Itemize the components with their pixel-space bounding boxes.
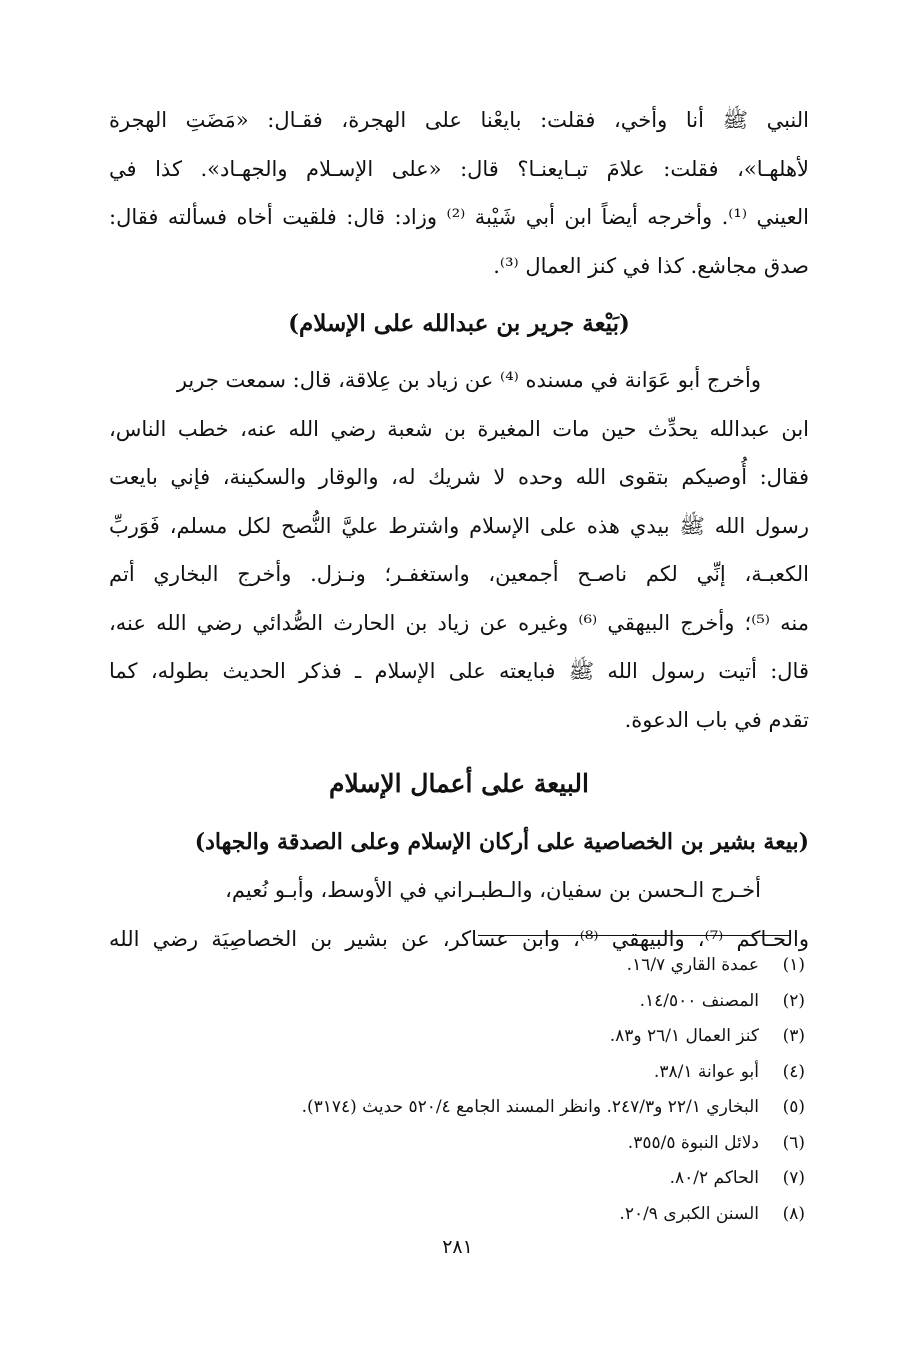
footnote-divider [478, 935, 790, 936]
footnote-number: (٤) [782, 1061, 805, 1082]
paragraph-2-line-4: رسول الله ﷺ بيدي هذه على الإسلام واشترط عليَّ النُّصح لكل مسلم، فَوَربِّ [109, 513, 809, 538]
chapter-heading: البيعة على أعمال الإسلام [329, 769, 589, 798]
footnote-text: السنن الكبرى ٢٠/٩. [619, 1203, 759, 1224]
footnote-number: (٥) [782, 1097, 805, 1117]
footnote-3 [105, 1019, 805, 1055]
footnote-8 [105, 1197, 805, 1233]
paragraph-1-line-2: لأهلهـا»، فقلت: علامَ تبـايعنـا؟ قال: «على الإسـلام والجهـاد». كذا في [109, 156, 809, 181]
footnote-text: عمدة القاري ١٦/٧. [626, 955, 759, 975]
footnote-number: (٨) [782, 1203, 805, 1224]
footnote-4 [105, 1055, 805, 1091]
paragraph-2-line-2: ابن عبدالله يحدِّث حين مات المغيرة بن شعبة رضي الله عنه، خطب الناس، [109, 416, 809, 441]
footnotes [105, 948, 805, 1232]
paragraph-2-line-8: تقدم في باب الدعوة. [624, 707, 809, 732]
paragraph-1-line-3: العيني ⁽¹⁾. وأخرجه أيضاً ابن أبي شَيْبة ⁽²⁾ وزاد: قال: فلقيت أخاه فسألته فقال: [109, 205, 810, 229]
footnote-text: البخاري ٢٢/١ و٢٤٧/٣. وانظر المسند الجامع ٥٢٠/٤ حديث (٣١٧٤). [301, 1097, 759, 1117]
footnote-number: (٦) [782, 1132, 805, 1153]
paragraph-1-line-4: صدق مجاشع. كذا في كنز العمال ⁽³⁾. [493, 253, 809, 278]
footnote-text: دلائل النبوة ٣٥٥/٥. [627, 1132, 759, 1153]
paragraph-2-line-7: قال: أتيت رسول الله ﷺ فبايعته على الإسلام ـ فذكر الحديث بطوله، كما [109, 659, 809, 683]
paragraph-2-line-5: الكعبـة، إنِّي لكم ناصـح أجمعين، واستغفـر؛ ونـزل. وأخرج البخاري أتم [109, 562, 809, 586]
paragraph-2-line-6: منه ⁽⁵⁾؛ وأخرج البيهقي ⁽⁶⁾ وغيره عن زياد بن الحارث الصُّدائي رضي الله عنه، [109, 610, 809, 635]
paragraph-1-line-1: النبي ﷺ أنا وأخي، فقلت: بايعْنا على الهجرة، فقـال: «مَضَتِ الهجرة [109, 108, 809, 132]
paragraph-3-line-2: والحـاكم ⁽⁷⁾، والبيهقي ⁽⁸⁾، وابن عساكر، عن بشير بن الخصاصِيَة رضي الله [109, 926, 809, 951]
footnote-6 [105, 1126, 805, 1162]
section-heading-jarir: (بَيْعة جرير بن عبدالله على الإسلام) [288, 310, 630, 337]
page-number: ٢٨١ [442, 1236, 473, 1258]
footnote-text: المصنف ١٤/٥٠٠. [639, 990, 759, 1011]
section-heading-bashir: (بيعة بشير بن الخصاصية على أركان الإسلام وعلى الصدقة والجهاد) [194, 829, 809, 855]
footnote-5 [105, 1090, 805, 1126]
footnote-text: أبو عوانة ٣٨/١. [653, 1061, 759, 1082]
footnote-text: الحاكم ٨٠/٢. [669, 1168, 759, 1188]
footnote-number: (٣) [782, 1026, 805, 1046]
footnote-7 [105, 1161, 805, 1197]
footnote-2 [105, 984, 805, 1020]
footnote-number: (١) [782, 955, 805, 975]
footnote-number: (٧) [782, 1168, 805, 1188]
paragraph-2-line-1: وأخرج أبو عَوَانة في مسنده ⁽⁴⁾ عن زياد بن عِلاقة، قال: سمعت جرير [176, 368, 761, 392]
paragraph-3-line-1: أخـرج الـحسن بن سفيان، والـطبـراني في الأوسط، وأبـو نُعيم، [225, 878, 761, 902]
footnote-number: (٢) [782, 990, 805, 1011]
footnote-text: كنز العمال ٢٦/١ و٨٣. [609, 1026, 759, 1046]
main-text [109, 96, 809, 963]
paragraph-2-line-3: فقال: أُوصيكم بتقوى الله وحده لا شريك له، والوقار والسكينة، فإني بايعت [109, 465, 809, 489]
footnote-1 [105, 948, 805, 984]
